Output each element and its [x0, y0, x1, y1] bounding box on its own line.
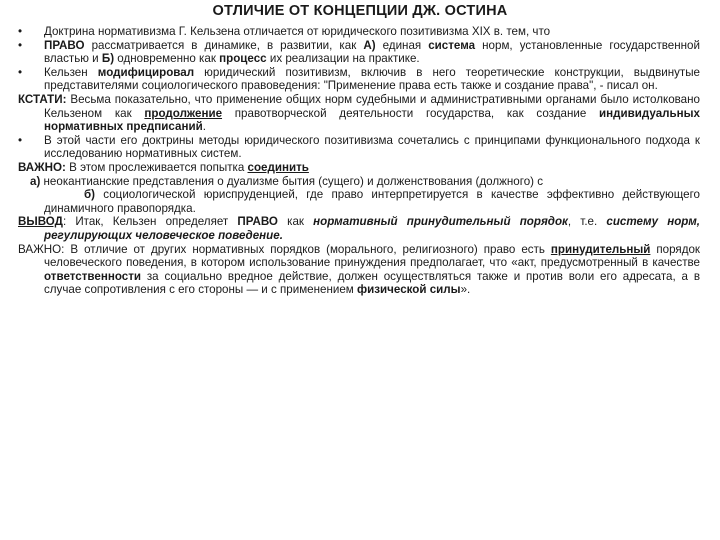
vazhno-connect: ВАЖНО: В этом прослеживается попытка соединить: [18, 160, 309, 174]
slide-content: [18, 25, 700, 297]
point-a: а) неокантианские представления о дуализме бытия (сущего) и долженствования (должного) с: [30, 174, 544, 188]
bullet-icon: •: [18, 38, 23, 52]
bullet-doctrine: • Доктрина нормативизма Г. Кельзена отличается от юридического позитивизма XIX в. тем, что: [18, 25, 551, 38]
bullet-methods: • В этой части его доктрины методы юридического позитивизма сочетались с принципами функционального подхода к исследованию нормативных систем.: [18, 133, 700, 161]
point-b: б) социологической юриспруденцией, где право интерпретируется в качестве эффективно действующего динамичного правопорядка.: [44, 188, 700, 215]
slide-title: ОТЛИЧИЕ ОТ КОНЦЕПЦИИ ДЖ. ОСТИНА: [212, 3, 508, 19]
vyvod-paragraph: ВЫВОД: Итак, Кельзен определяет ПРАВО как нормативный принудительный порядок, т.е. систему норм, регулирующих человеческое поведение.: [18, 215, 701, 242]
bullet-law-dynamics: • ПРАВО рассматривается в динамике, в развитии, как А) единая система норм, установленные государственной властью и Б) одновременно как процесс их реализации на практике.: [18, 38, 700, 66]
bullet-modification: • Кельзен модифицировал юридический позитивизм, включив в него теоретические конструкции, выдвинутые представителями социологического правоведения: "Применение права есть также и создание права", - писал он.: [18, 65, 700, 93]
bullet-icon: •: [18, 65, 23, 79]
kstati-paragraph: КСТАТИ: Весьма показательно, что применение общих норм судебными и административными органами было истолковано Кельзеном как продолжение правотворческой деятельности государства, как создание индивидуальных нормативных предписаний.: [18, 92, 700, 134]
bullet-icon: •: [18, 133, 23, 147]
bullet-icon: •: [18, 25, 23, 38]
vazhno-coercion: ВАЖНО: В отличие от других нормативных порядков (моральнoго, религиозного) право есть принудительный порядок человеческого поведения, в котором использование принуждения предполагает, что «акт, предусмотренный в качестве ответственности за социально вредное действие, должен осуществляться также и против воли его адресата, а в случае сопротивления с его стороны — и с применением физической силы».: [18, 242, 700, 297]
